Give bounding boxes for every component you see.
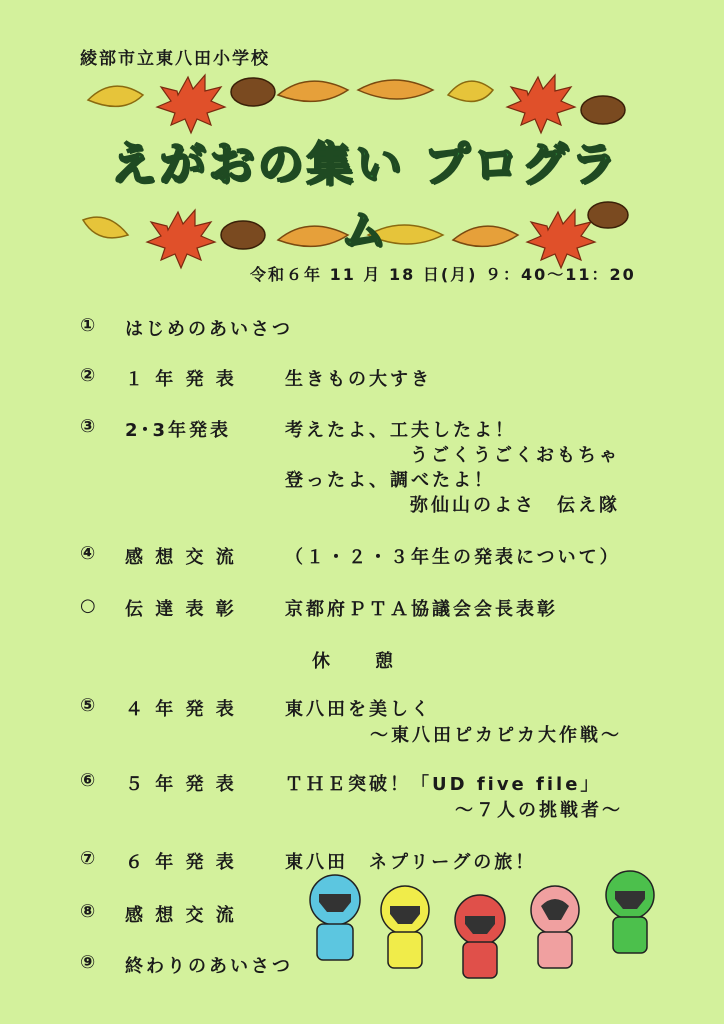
item-number: ⑤ (80, 695, 99, 716)
item-content-line: 弥仙山のよさ 伝え隊 (410, 495, 620, 516)
item-content: 考えたよ、工夫したよ！ (285, 420, 516, 441)
item-label: 感 想 交 流 (125, 905, 237, 926)
item-label: はじめのあいさつ (125, 319, 293, 340)
item-number: ④ (80, 543, 99, 564)
item-number: ② (80, 365, 99, 386)
school-name: 綾部市立東八田小学校 (80, 49, 270, 69)
item-label: 2･3年発表 (125, 420, 232, 441)
item-content: 生きもの大すき (285, 369, 432, 390)
pink-hero-figure (531, 886, 579, 968)
break-label: 休 憩 (312, 651, 396, 672)
item-number: ⑧ (80, 901, 99, 922)
item-number: ⑥ (80, 770, 99, 791)
item-content: 京都府ＰＴＡ協議会会長表彰 (285, 599, 558, 620)
item-content: （１・２・３年生の発表について） (285, 547, 621, 568)
item-label: ６ 年 発 表 (125, 852, 237, 873)
leaf-decoration-top (88, 75, 625, 133)
item-number: ⑦ (80, 848, 99, 869)
red-hero-figure (455, 895, 505, 978)
item-content-line: 登ったよ、調べたよ！ (285, 470, 495, 491)
yellow-hero-figure (381, 886, 429, 968)
event-datetime: 令和６年 11 月 18 日(月) ９：40～11：20 (250, 265, 636, 284)
item-number: ① (80, 315, 99, 336)
item-content-line: ～東八田ピカピカ大作戦～ (370, 725, 622, 746)
item-content: 東八田 ネプリーグの旅！ (285, 852, 537, 873)
item-label: 終わりのあいさつ (125, 956, 293, 977)
green-hero-figure (606, 871, 654, 953)
item-number: ③ (80, 416, 99, 437)
item-label: ４ 年 発 表 (125, 699, 237, 720)
page-title: えがおの集い プログラム (110, 137, 620, 257)
item-label: 感 想 交 流 (125, 547, 237, 568)
item-content-line: うごくうごくおもちゃ (410, 445, 620, 466)
item-label: 伝 達 表 彰 (125, 599, 237, 620)
item-number: ⑨ (80, 952, 99, 973)
item-content: 東八田を美しく (285, 699, 432, 720)
item-content-line: ～７人の挑戦者～ (455, 800, 623, 821)
blue-hero-figure (310, 875, 360, 960)
item-label: １ 年 発 表 (125, 369, 237, 390)
hero-characters-illustration (300, 870, 680, 980)
item-content: ＴＨＥ突破！「UD five file」 (285, 774, 602, 795)
item-number: ○ (80, 595, 99, 616)
item-label: ５ 年 発 表 (125, 774, 237, 795)
